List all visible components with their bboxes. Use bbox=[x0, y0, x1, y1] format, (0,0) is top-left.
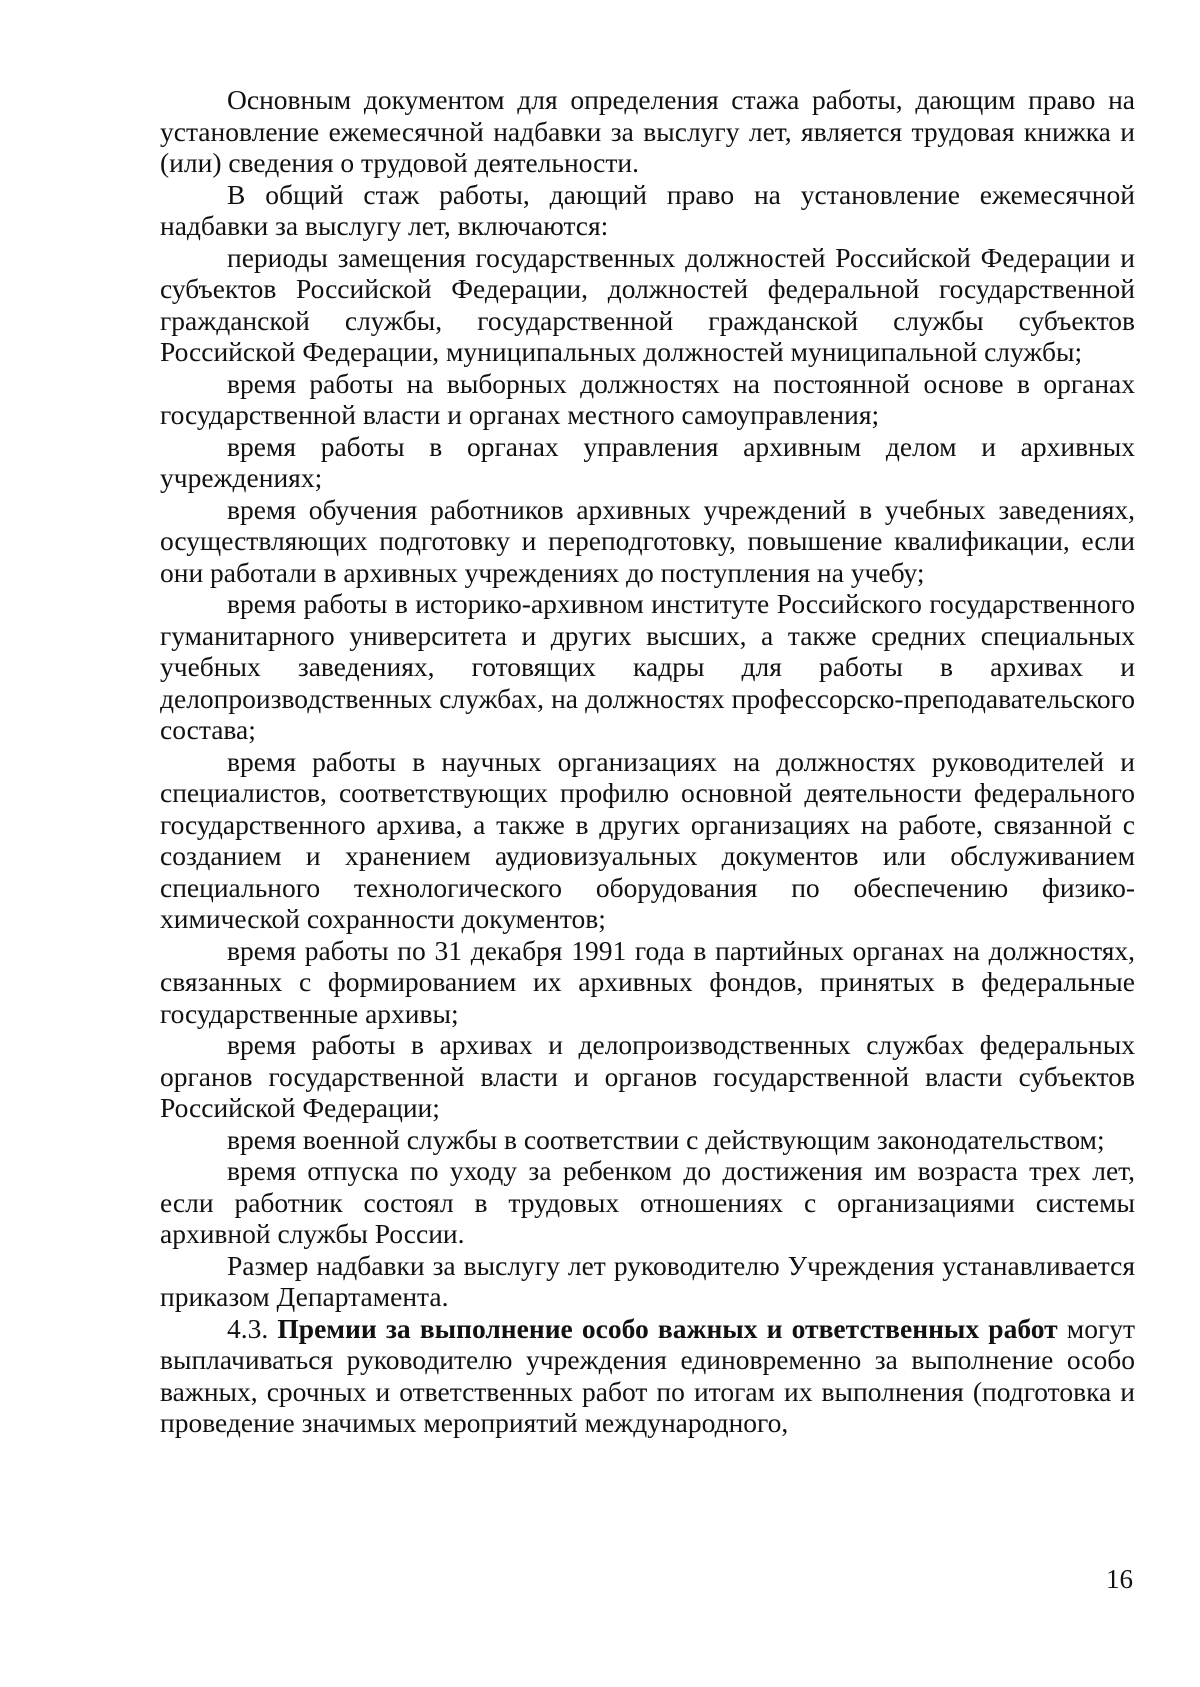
section-number: 4.3. bbox=[227, 1312, 278, 1344]
paragraph-party-organs: время работы по 31 декабря 1991 года в партийных органах на должностях, связанных с формированием их архивных фондов, принятых в федеральные государственные архивы; bbox=[160, 934, 1135, 1029]
paragraph-archive-management: время работы в органах управления архивным делом и архивных учреждениях; bbox=[160, 430, 1135, 493]
paragraph-bonus-amount: Размер надбавки за выслугу лет руководителю Учреждения устанавливается приказом Департамента. bbox=[160, 1249, 1135, 1312]
paragraph-general-experience: В общий стаж работы, дающий право на установление ежемесячной надбавки за выслугу лет, включаются: bbox=[160, 178, 1135, 241]
page-number: 16 bbox=[1106, 1564, 1133, 1594]
section-heading: Премии за выполнение особо важных и ответственных работ bbox=[277, 1312, 1058, 1344]
paragraph-scientific-organizations: время работы в научных организациях на должностях руководителей и специалистов, соответствующих профилю основной деятельности федерального государственного архива, а также в других организациях на работе, связанной с созданием и хранением аудиовизуальных документов или обслуживанием специального технологического оборудования по обеспечению физико-химической сохранности документов; bbox=[160, 745, 1135, 934]
paragraph-parental-leave: время отпуска по уходу за ребенком до достижения им возраста трех лет, если работник состоял в трудовых отношениях с организациями системы архивной службы России. bbox=[160, 1155, 1135, 1249]
paragraph-main-document: Основным документом для определения стажа работы, дающим право на установление ежемесячной надбавки за выслугу лет, является трудовая книжка и (или) сведения о трудовой деятельности. bbox=[160, 84, 1135, 178]
section-4-3 bbox=[160, 1313, 1135, 1439]
paragraph-state-positions: периоды замещения государственных должностей Российской Федерации и субъектов Российской Федерации, должностей федеральной государственной гражданской службы, государственной гражданской службы субъектов Российской Федерации, муниципальных должностей муниципальной службы; bbox=[160, 241, 1135, 367]
paragraph-historical-archive-institute: время работы в историко-архивном институте Российского государственного гуманитарного университета и других высших, а также средних специальных учебных заведениях, готовящих кадры для работы в архивах и делопроизводственных службах, на должностях профессорско-преподавательского состава; bbox=[160, 588, 1135, 745]
section-text: могут выплачиваться руководителю учреждения единовременно за выполнение особо важных, срочных и ответственных работ по итогам их выполнения (подготовка и проведение значимых мероприятий международного, bbox=[160, 1312, 1135, 1438]
paragraph-federal-archives: время работы в архивах и делопроизводственных службах федеральных органов государственной власти и органов государственной власти субъектов Российской Федерации; bbox=[160, 1029, 1135, 1123]
paragraph-training-time: время обучения работников архивных учреждений в учебных заведениях, осуществляющих подготовку и переподготовку, повышение квалификации, если они работали в архивных учреждениях до поступления на учебу; bbox=[160, 493, 1135, 588]
paragraph-military-service: время военной службы в соответствии с действующим законодательством; bbox=[227, 1123, 1105, 1155]
document-body bbox=[160, 84, 1135, 1439]
paragraph-elected-positions: время работы на выборных должностях на постоянной основе в органах государственной власти и органах местного самоуправления; bbox=[160, 367, 1135, 430]
